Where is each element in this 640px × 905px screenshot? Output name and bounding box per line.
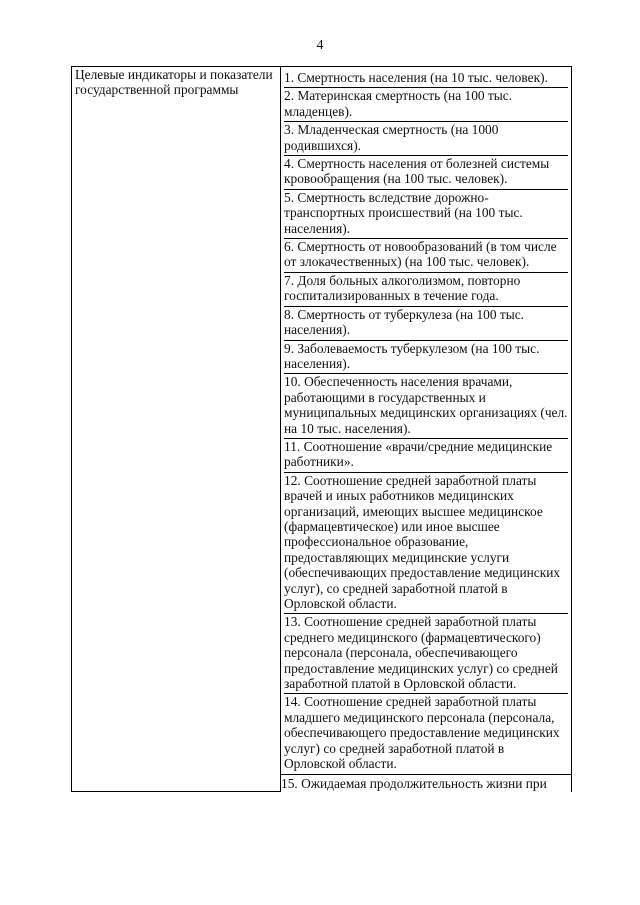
- indicator-item: 11. Соотношение «врачи/средние медицинские работники».: [284, 438, 568, 472]
- indicators-list-cell: [281, 67, 572, 775]
- indicator-item: 7. Доля больных алкоголизмом, повторно госпитализированных в течение года.: [284, 272, 568, 306]
- indicators-label-cell: [72, 67, 281, 792]
- indicator-item: 5. Смертность вследствие дорожно-транспортных происшествий (на 100 тыс. населения).: [284, 189, 568, 238]
- page-number: 4: [316, 38, 324, 53]
- indicator-item-continued: [281, 775, 572, 792]
- indicator-item: 3. Младенческая смертность (на 1000 родившихся).: [284, 121, 568, 155]
- indicator-item: 9. Заболеваемость туберкулезом (на 100 тыс. населения).: [284, 340, 568, 374]
- indicator-item: 10. Обеспеченность населения врачами, работающими в государственных и муниципальных медицинских организациях (чел. на 10 тыс. населения).: [284, 373, 568, 438]
- program-indicators-table: [71, 66, 572, 792]
- indicator-item: 15. Ожидаемая продолжительность жизни при: [281, 776, 547, 792]
- indicators-label: Целевые индикаторы и показатели государственной программы: [75, 67, 273, 98]
- indicator-item: 1. Смертность населения (на 10 тыс. человек).: [284, 70, 548, 85]
- indicator-item: 8. Смертность от туберкулеза (на 100 тыс. населения).: [284, 306, 568, 340]
- indicator-item: 6. Смертность от новообразований (в том числе от злокачественных) (на 100 тыс. человек).: [284, 238, 568, 272]
- table-row: [72, 67, 572, 775]
- indicator-item: 14. Соотношение средней заработной платы младшего медицинского персонала (персонала, обеспечивающего предоставление медицинских услуг) со средней заработной платой в Орловской области.: [284, 693, 568, 773]
- indicator-item: 12. Соотношение средней заработной платы врачей и иных работников медицинских организаций, имеющих высшее медицинское (фармацевтическое) или иное высшее профессиональное образование, предоставляющих медицинские услуги (обеспечивающих предоставление медицинских услуг), со средней заработной платой в Орловской области.: [284, 472, 568, 614]
- indicator-item: 2. Материнская смертность (на 100 тыс. младенцев).: [284, 87, 568, 121]
- indicator-item: 4. Смертность населения от болезней системы кровообращения (на 100 тыс. человек).: [284, 155, 568, 189]
- indicator-item: 13. Соотношение средней заработной платы среднего медицинского (фармацевтического) персонала (персонала, обеспечивающего предоставление медицинских услуг) со средней заработной платой в Орловской области.: [284, 613, 568, 693]
